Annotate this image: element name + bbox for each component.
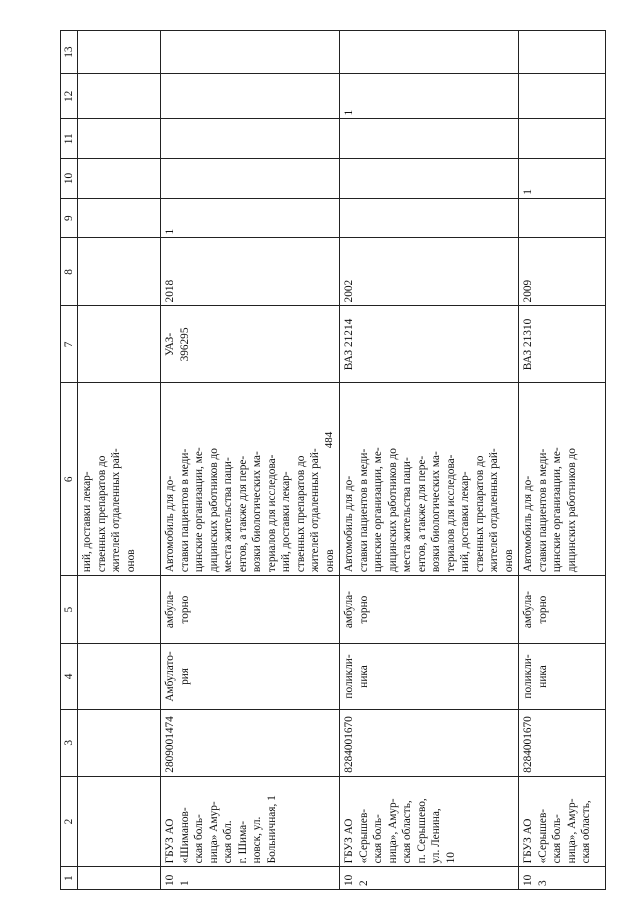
- table-cell: 2009: [519, 238, 606, 306]
- table-cell: поликли- ника: [519, 644, 606, 710]
- table-cell: 1: [161, 198, 340, 238]
- table-cell: ГБУЗ АО «Шиманов- ская боль- ница» Амур- ская обл. г. Шима- новск, ул. Больничная, 1: [161, 776, 340, 867]
- table-cell: 1: [340, 74, 519, 119]
- table-cell: 8284001670: [340, 709, 519, 776]
- table-row: [161, 31, 340, 890]
- table-cell: Автомобиль для до- ставки пациентов в меди- цинские организации, ме- дицинских работников до: [519, 383, 606, 576]
- table-cell: Амбулато- рия: [161, 644, 340, 710]
- table-cell: [340, 31, 519, 74]
- table-cell: [519, 119, 606, 159]
- table-cell: [78, 74, 161, 119]
- table-cell: 2018: [161, 238, 340, 306]
- table-cell: [78, 306, 161, 383]
- table-cell: [78, 238, 161, 306]
- header-cell: 1: [61, 867, 78, 890]
- table-container: [60, 30, 600, 890]
- table-cell: амбула- торно: [340, 576, 519, 644]
- table-cell: 8284001670: [519, 709, 606, 776]
- header-cell: 7: [61, 306, 78, 383]
- table-cell: [161, 119, 340, 159]
- header-cell: 13: [61, 31, 78, 74]
- table-cell: Автомобиль для до- ставки пациентов в меди- цинские организации, ме- дицинских работников до места жительства паци- ентов, а также для пере- возки биологических ма- териалов для исследова- ний, доставки лекар- ственных препаратов до жителей отдаленных рай- онов: [161, 383, 340, 576]
- table-cell: 101: [161, 867, 340, 890]
- table-cell: [78, 776, 161, 867]
- table-cell: [78, 576, 161, 644]
- table-cell: ГБУЗ АО «Серышев- ская боль- ница», Амур- ская область,: [519, 776, 606, 867]
- page-number: 484: [323, 431, 335, 449]
- vehicles-table: [60, 30, 606, 890]
- table-cell: ВАЗ 21214: [340, 306, 519, 383]
- table-cell: [519, 74, 606, 119]
- table-cell: амбула- торно: [161, 576, 340, 644]
- header-cell: 4: [61, 644, 78, 710]
- table-cell: 2002: [340, 238, 519, 306]
- header-cell: 12: [61, 74, 78, 119]
- header-row: [61, 31, 78, 890]
- table-cell: [161, 159, 340, 199]
- table-cell: [161, 31, 340, 74]
- table-cell: [78, 198, 161, 238]
- table-row: [340, 31, 519, 890]
- header-cell: 5: [61, 576, 78, 644]
- table-cell: ВАЗ 21310: [519, 306, 606, 383]
- table-cell: [161, 74, 340, 119]
- table-cell: амбула- торно: [519, 576, 606, 644]
- table-cell: [78, 31, 161, 74]
- table-cell: Автомобиль для до- ставки пациентов в меди- цинские организации, ме- дицинских работников до места жительства паци- ентов, а также для пере- возки биологических ма- териалов для исследова- ний, доставки лекар- ственных препаратов до жителей отдаленных рай- онов: [340, 383, 519, 576]
- table-cell: 1: [519, 159, 606, 199]
- header-cell: 11: [61, 119, 78, 159]
- table-cell: [78, 867, 161, 890]
- table-cell: ГБУЗ АО «Серышев- ская боль- ница», Амур- ская область, п. Серышево, ул. Ленина, 10: [340, 776, 519, 867]
- table-row: [78, 31, 161, 890]
- header-cell: 6: [61, 383, 78, 576]
- table-cell: [78, 159, 161, 199]
- table-row: [519, 31, 606, 890]
- table-cell: 2809001474: [161, 709, 340, 776]
- table-cell: ний, доставки лекар- ственных препаратов до жителей отдаленных рай- онов: [78, 383, 161, 576]
- header-cell: 3: [61, 709, 78, 776]
- table-cell: [519, 31, 606, 74]
- table-cell: [78, 644, 161, 710]
- table-cell: поликли- ника: [340, 644, 519, 710]
- header-cell: 2: [61, 776, 78, 867]
- table-cell: [78, 119, 161, 159]
- table-cell: [519, 198, 606, 238]
- table-cell: [340, 119, 519, 159]
- table-cell: [340, 198, 519, 238]
- header-cell: 10: [61, 159, 78, 199]
- header-cell: 8: [61, 238, 78, 306]
- table-cell: 103: [519, 867, 606, 890]
- table-cell: 102: [340, 867, 519, 890]
- table-cell: [78, 709, 161, 776]
- header-cell: 9: [61, 198, 78, 238]
- table-cell: УАЗ- 396295: [161, 306, 340, 383]
- table-cell: [340, 159, 519, 199]
